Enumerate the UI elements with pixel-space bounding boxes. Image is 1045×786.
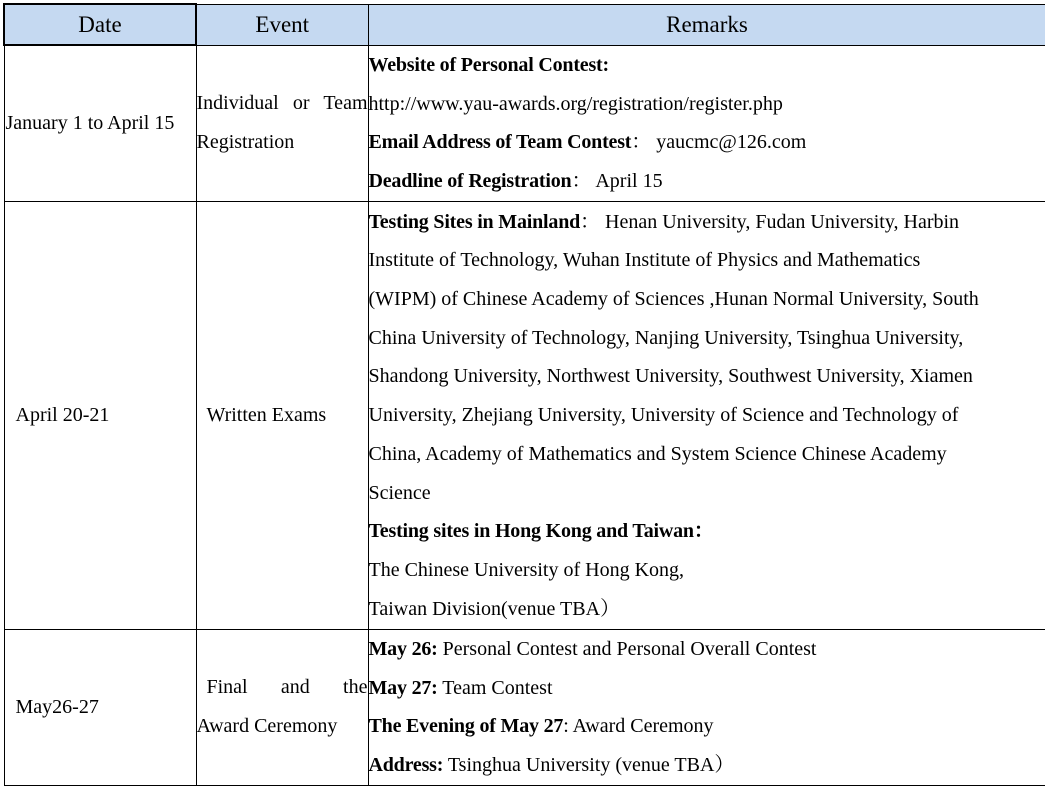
registration-url: http://www.yau-awards.org/registration/register.php [369,85,1045,124]
table-row [4,630,1045,786]
event-line: Individual or Team [197,84,368,123]
header-row [4,4,1045,45]
remark-label: May 26: [369,638,438,660]
remarks-column-header: Remarks [368,4,1045,45]
remark-label: Testing Sites in Mainland [369,211,581,233]
event-column-header: Event [196,4,368,45]
date-cell: January 1 to April 15 [4,45,196,202]
remark-text: University, Zhejiang University, University of Science and Technology of [369,396,1045,435]
remark-text: Taiwan Division(venue TBA） [369,590,1045,629]
event-cell: Written Exams [196,202,368,630]
remark-text: Team Contest [438,677,553,699]
remarks-cell [368,630,1045,786]
remarks-cell [368,45,1045,202]
remark-text: : Award Ceremony [563,715,713,737]
remark-text: Shandong University, Northwest University, Southwest University, Xiamen [369,357,1045,396]
remark-label: Testing sites in Hong Kong and Taiwan： [369,520,714,542]
remark-text: Institute of Technology, Wuhan Institute of Physics and Mathematics [369,241,1045,280]
remark-label: The Evening of May 27 [369,715,564,737]
date-cell: May26-27 [4,630,196,786]
remark-text: The Chinese University of Hong Kong, [369,551,1045,590]
event-line: Award Ceremony [197,707,368,746]
remark-text: ： Henan University, Fudan University, Harbin [580,211,959,233]
remark-text: Personal Contest and Personal Overall Contest [438,638,817,660]
date-cell: April 20-21 [4,202,196,630]
email-address: ： yaucmc@126.com [631,131,806,153]
remark-label: May 27: [369,677,438,699]
contest-schedule-table [3,3,1045,786]
remark-label: Deadline of Registration [369,170,572,192]
remark-text: (WIPM) of Chinese Academy of Sciences ,Hunan Normal University, South [369,280,1045,319]
event-line: Final and the [197,668,368,707]
event-cell [196,630,368,786]
remark-text: Tsinghua University (venue TBA） [443,754,734,776]
remarks-cell [368,202,1045,630]
deadline-value: ： April 15 [571,170,662,192]
remark-label: Email Address of Team Contest [369,131,632,153]
date-column-header: Date [4,4,196,45]
remark-text: China, Academy of Mathematics and System Science Chinese Academy [369,435,1045,474]
remark-label: Website of Personal Contest: [369,54,609,76]
table-row [4,45,1045,202]
event-line: Registration [197,123,368,162]
remark-label: Address: [369,754,444,776]
remark-text: China University of Technology, Nanjing University, Tsinghua University, [369,319,1045,358]
table-row [4,202,1045,630]
remark-text: Science [369,474,1045,513]
event-cell [196,45,368,202]
